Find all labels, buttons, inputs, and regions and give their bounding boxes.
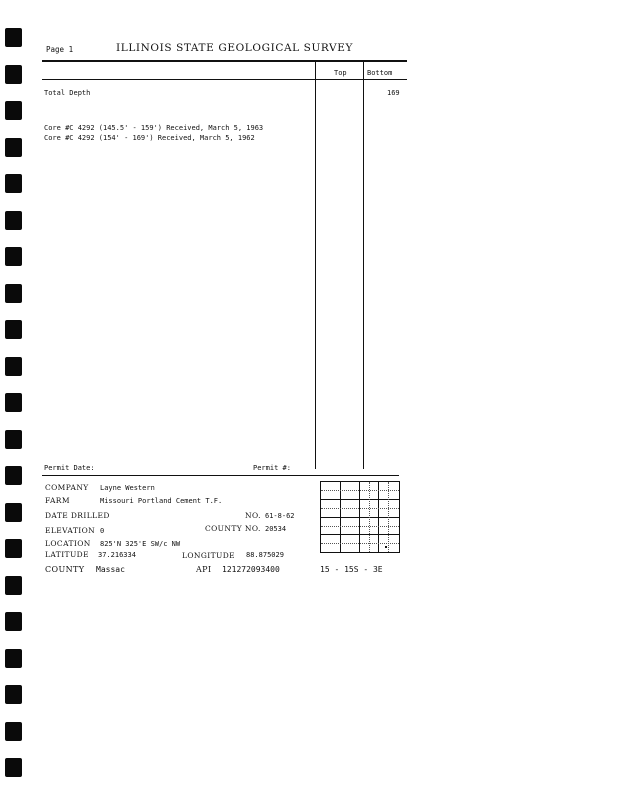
company-label: COMPANY [45,483,89,492]
binder-punch-hole [5,722,22,741]
binder-punch-hole [5,65,22,84]
binder-punch-hole [5,758,22,777]
section-location-grid [320,481,400,553]
api-label: API [196,565,212,574]
permit-date-label: Permit Date: [44,464,95,472]
header-rule [42,60,407,62]
longitude-label: LONGITUDE [182,551,236,560]
latitude-value: 37.216334 [98,551,136,559]
grid-subline [369,482,370,552]
binder-punch-hole [5,466,22,485]
page-label: Page 1 [46,45,74,54]
core-entry: Core #C 4292 (145.5' - 159') Received, March 5, 1963 [44,124,264,132]
column-header-bottom: Bottom [367,69,393,77]
binder-punch-hole [5,357,22,376]
location-value: 825'N 325'E SW/c NW [100,540,181,548]
column-header-top: Top [334,69,347,77]
binder-punch-hole [5,28,22,47]
header-rule-thin [42,79,407,80]
well-no-value: 61-8-62 [265,512,295,520]
longitude-value: 88.875029 [246,551,284,559]
binder-punch-hole [5,101,22,120]
page-title: ILLINOIS STATE GEOLOGICAL SURVEY [116,42,354,54]
binder-punch-hole [5,430,22,449]
binder-punch-hole [5,247,22,266]
farm-value: Missouri Portland Cement T.F. [100,497,223,505]
binder-punch-hole [5,284,22,303]
binder-punch-hole [5,649,22,668]
permit-number-label: Permit #: [253,464,291,472]
location-label: LOCATION [45,539,91,548]
farm-label: FARM [45,496,70,505]
api-value: 121272093400 [222,565,280,574]
county-label: COUNTY [45,565,85,574]
grid-subline [388,482,389,552]
binder-punch-hole [5,685,22,704]
binder-punch-hole [5,174,22,193]
binder-punch-hole [5,138,22,157]
total-depth-value: 169 [387,89,400,97]
binder-punch-hole [5,320,22,339]
elevation-label: ELEVATION [45,526,96,535]
column-divider [315,61,316,469]
section-township-range: 15 - 15S - 3E [320,565,383,574]
binder-punch-hole [5,393,22,412]
date-drilled-label: DATE DRILLED [45,511,110,520]
binder-punch-hole [5,576,22,595]
binder-punch-hole [5,539,22,558]
latitude-label: LATITUDE [45,550,89,559]
county-value: Massac [96,565,125,574]
elevation-value: 0 [100,527,105,535]
column-divider [363,61,364,469]
total-depth-label: Total Depth [44,89,91,97]
well-location-dot [385,546,387,548]
section-rule [42,475,399,476]
binder-punch-hole [5,612,22,631]
core-entry: Core #C 4292 (154' - 169') Received, March 5, 1962 [44,134,255,142]
well-no-label: NO. [245,511,261,520]
company-value: Layne Western [100,484,155,492]
binder-punch-hole [5,503,22,522]
binder-punch-hole [5,211,22,230]
county-no-label: COUNTY NO. [205,524,261,533]
county-no-value: 20534 [265,525,287,533]
